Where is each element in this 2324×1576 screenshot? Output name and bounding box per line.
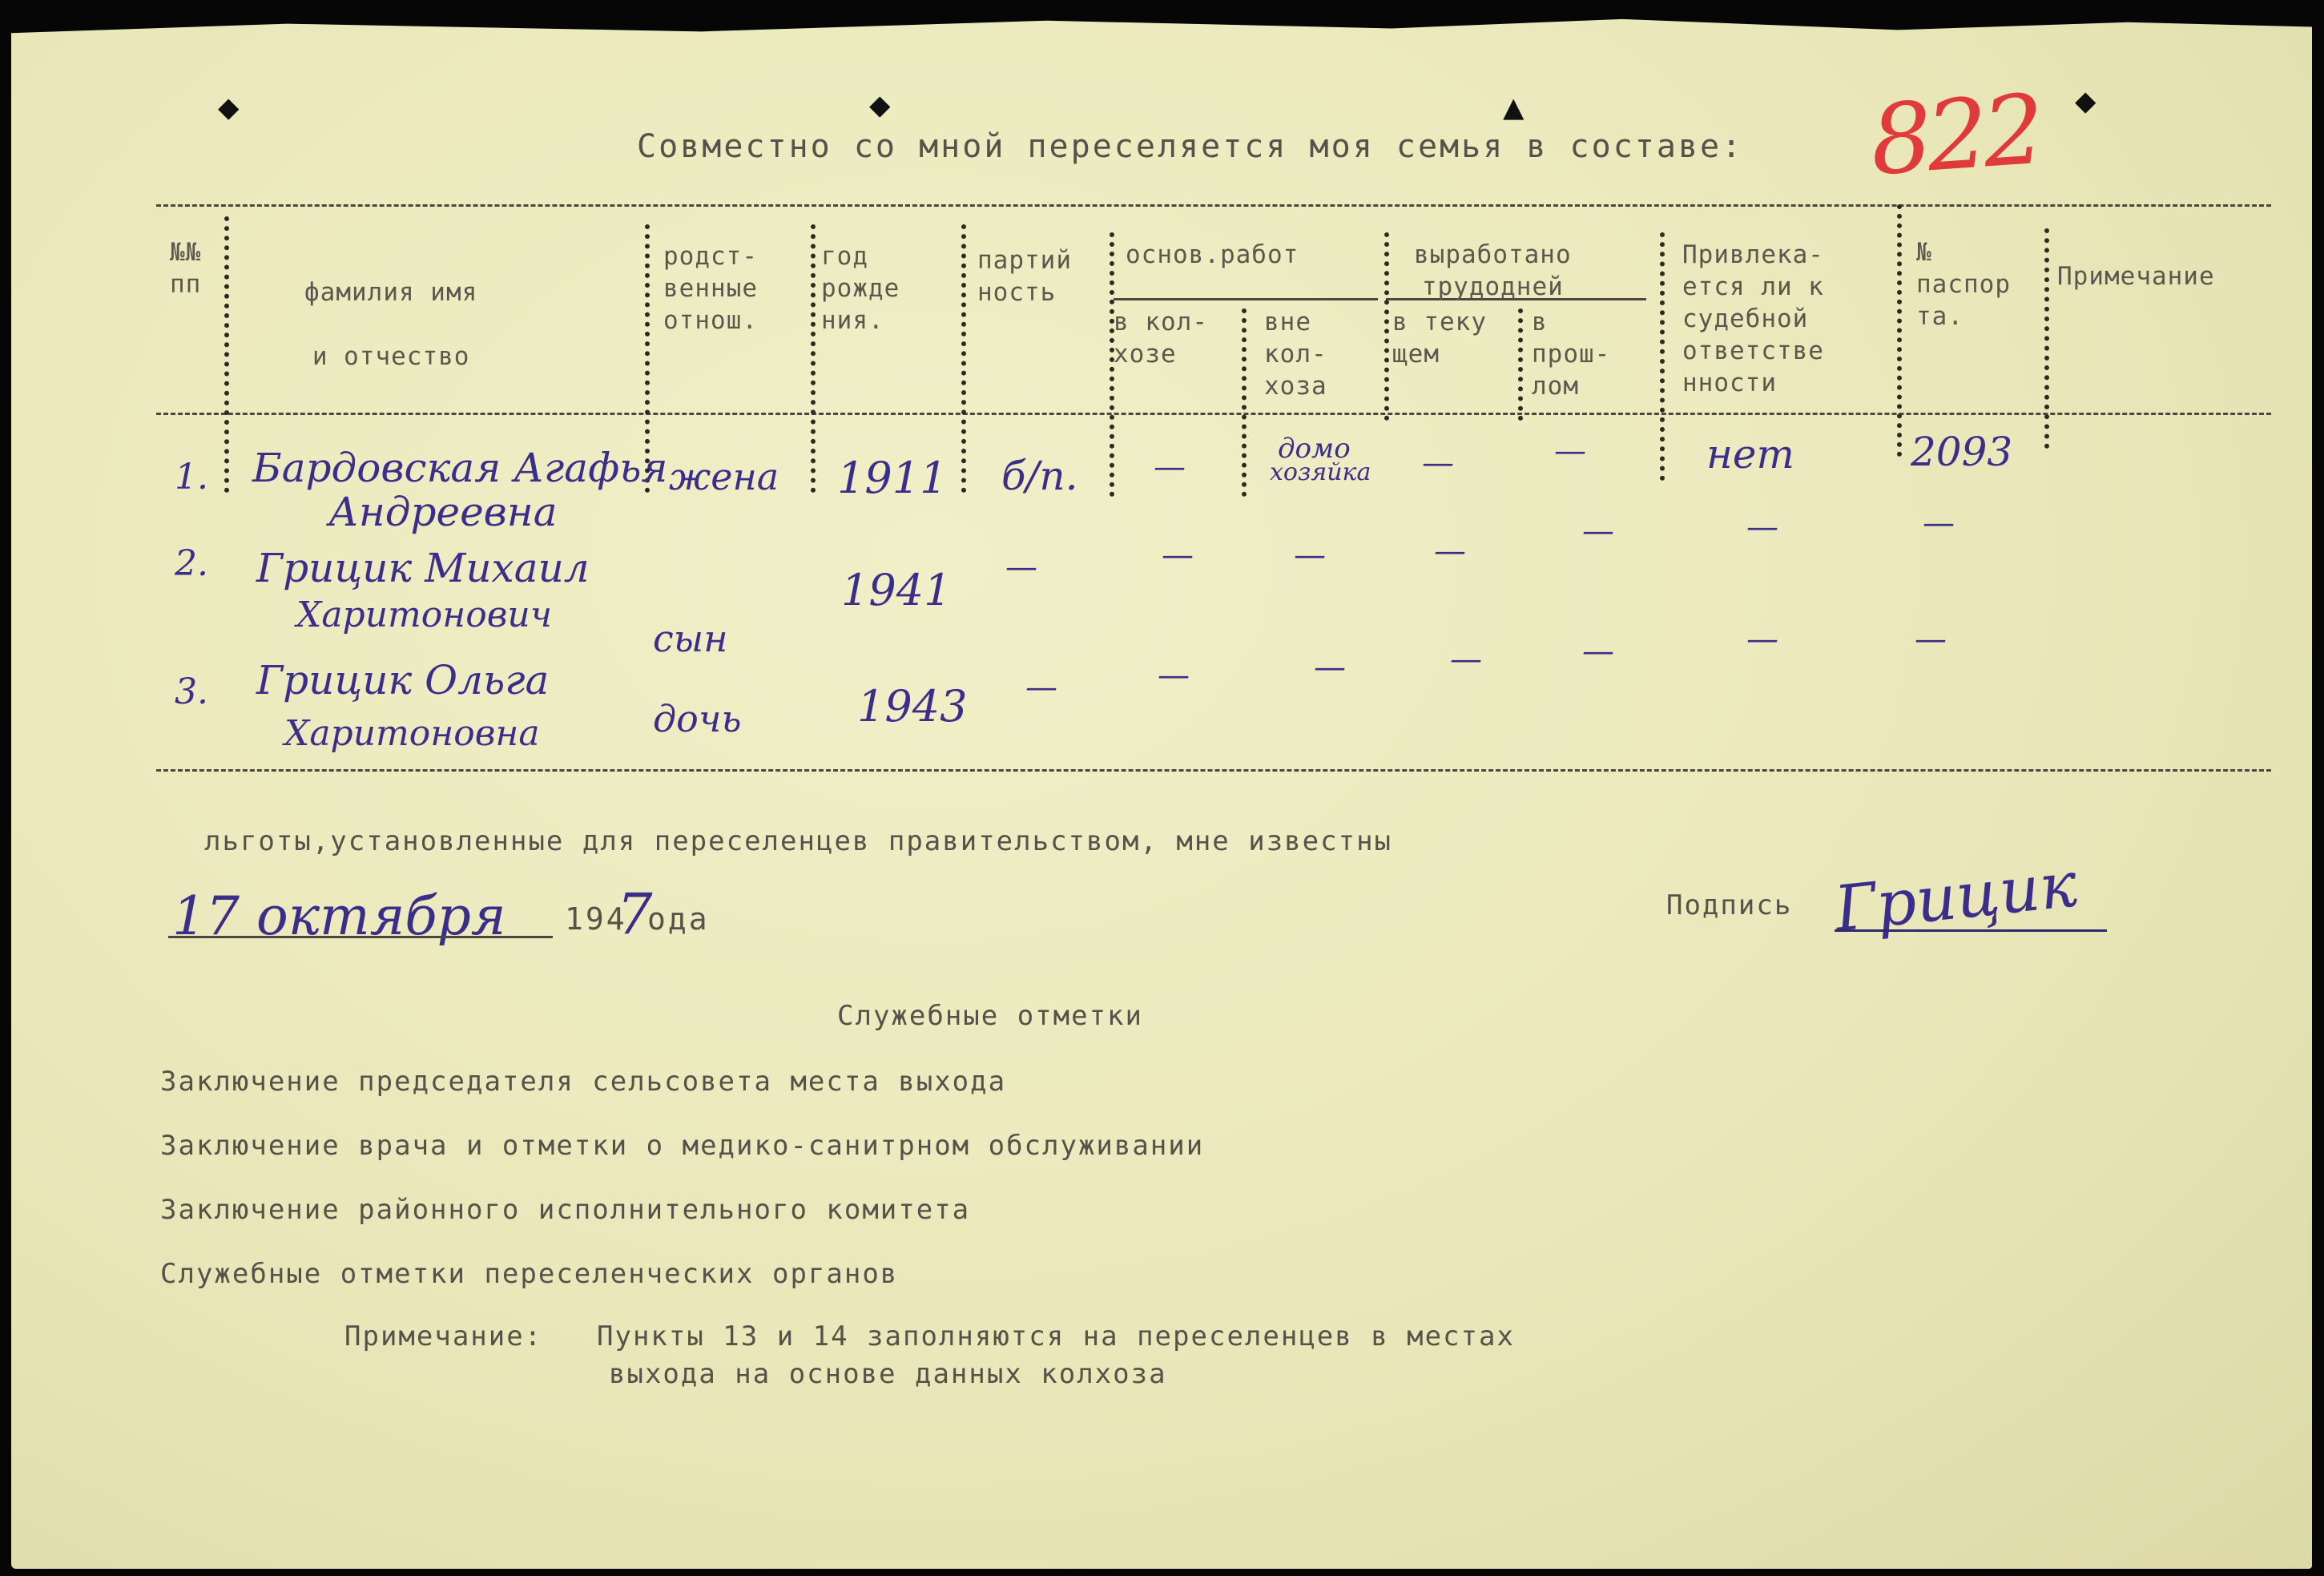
note-label: Примечание: <box>344 1320 543 1352</box>
main-work-subrule <box>1114 298 1378 300</box>
row3-out-kolkhoz: — <box>1314 649 1346 686</box>
col-sep-1 <box>224 216 229 493</box>
archive-page-number: 822 <box>1867 74 2044 198</box>
row2-in-kolkhoz: — <box>1162 537 1194 574</box>
header-in-kolkhoz: в кол- хозе <box>1114 308 1208 369</box>
row2-court: — <box>1746 509 1778 546</box>
year-handwritten-digit: 7 <box>617 881 653 947</box>
row3-past: — <box>1582 633 1614 670</box>
benefits-statement: льготы,установленные для переселенцев правительством, мне известны <box>204 825 1393 857</box>
note-line-2: выхода на основе данных колхоза <box>609 1358 1167 1390</box>
header-out-kolkhoz: вне кол- хоза <box>1264 308 1327 401</box>
col-sep-8 <box>1518 308 1523 421</box>
punch-mark-far-right: ◆ <box>2075 80 2096 121</box>
service-line-1: Заключение председателя сельсовета места выхода <box>160 1066 1007 1098</box>
row1-passport: 2093 <box>1911 429 2013 475</box>
row2-passport: — <box>1923 505 1955 542</box>
year-suffix: ода <box>647 901 710 937</box>
header-past: в прош- лом <box>1532 308 1611 401</box>
row3-court: — <box>1746 621 1778 658</box>
col-sep-3 <box>811 224 816 493</box>
col-sep-9 <box>1660 232 1665 481</box>
row3-name-line1: Грицик Ольга <box>256 657 550 703</box>
row2-past: — <box>1582 513 1614 550</box>
date-underline <box>168 936 553 938</box>
header-relation: родст- венные отнош. <box>663 242 758 335</box>
row1-court: нет <box>1706 431 1794 478</box>
header-num: №№ пп <box>170 238 202 299</box>
row2-name-line2: Харитонович <box>296 595 553 635</box>
row3-passport: — <box>1915 621 1947 658</box>
row1-year: 1911 <box>837 453 948 503</box>
punch-mark-center: ◆ <box>869 84 891 125</box>
col-sep-11 <box>2044 228 2049 449</box>
row1-out-kolkhoz-line1: домо <box>1278 433 1351 465</box>
year-typed: 194 <box>565 901 627 937</box>
row2-num: 2. <box>175 543 208 584</box>
header-court: Привлека- ется ли к судебной ответстве нности <box>1682 240 1824 397</box>
row3-current: — <box>1450 641 1482 678</box>
header-name: фамилия имя и отчество <box>304 278 478 371</box>
signature-underline <box>1835 929 2107 932</box>
row3-name-line2: Харитоновна <box>284 713 540 754</box>
row1-relation: жена <box>669 455 779 498</box>
row2-party: — <box>1005 549 1037 586</box>
row2-relation: сын <box>653 617 728 660</box>
punch-mark-left: ◆ <box>218 87 240 127</box>
row3-in-kolkhoz: — <box>1158 657 1190 694</box>
signature-label: Подпись <box>1666 889 1793 921</box>
service-line-2: Заключение врача и отметки о медико-санитрном обслуживании <box>160 1130 1205 1162</box>
col-sep-10 <box>1897 204 1902 457</box>
header-passport: № паспор та. <box>1916 238 2011 331</box>
service-heading: Служебные отметки <box>837 1000 1143 1032</box>
col-sep-6 <box>1242 308 1247 497</box>
signature: Грицик <box>1831 848 2080 946</box>
col-sep-7 <box>1384 232 1389 421</box>
table-header-bottom-rule <box>156 413 2271 415</box>
row1-name-line1: Бардовская Агафья <box>252 445 668 491</box>
date-handwritten: 17 октября <box>172 885 506 947</box>
row1-current: — <box>1422 445 1454 482</box>
row2-out-kolkhoz: — <box>1294 537 1326 574</box>
header-workdays: выработано трудодней <box>1414 240 1572 301</box>
header-birth-year: год рожде ния. <box>821 242 900 335</box>
note-line-1: Пункты 13 и 14 заполняются на переселенцев в местах <box>597 1320 1515 1352</box>
form-title: Совместно со мной переселяется моя семья в составе: <box>637 128 1744 165</box>
row1-num: 1. <box>175 457 208 498</box>
row1-name-line2: Андреевна <box>328 489 558 535</box>
header-party: партий ность <box>977 246 1072 307</box>
row3-relation: дочь <box>653 697 742 740</box>
table-bottom-rule <box>156 769 2271 772</box>
row2-current: — <box>1434 533 1466 570</box>
header-main-work: основ.работ <box>1126 240 1299 269</box>
row3-party: — <box>1025 669 1057 706</box>
service-line-3: Заключение районного исполнительного комитета <box>160 1194 971 1226</box>
row1-past: — <box>1554 433 1586 470</box>
table-top-rule <box>156 204 2271 207</box>
punch-mark-right: ▲ <box>1503 87 1524 127</box>
header-note: Примечание <box>2057 262 2215 291</box>
row1-in-kolkhoz: — <box>1154 449 1186 486</box>
row3-year: 1943 <box>857 681 968 732</box>
row1-party: б/п. <box>1001 453 1078 499</box>
row2-name-line1: Грицик Михаил <box>256 545 590 591</box>
row1-out-kolkhoz-line2: хозяйка <box>1270 458 1371 486</box>
header-current: в теку щем <box>1392 308 1487 369</box>
row2-year: 1941 <box>841 565 952 615</box>
row3-num: 3. <box>175 671 208 712</box>
col-sep-4 <box>961 224 966 493</box>
service-line-4: Служебные отметки переселенческих органов <box>160 1258 899 1290</box>
